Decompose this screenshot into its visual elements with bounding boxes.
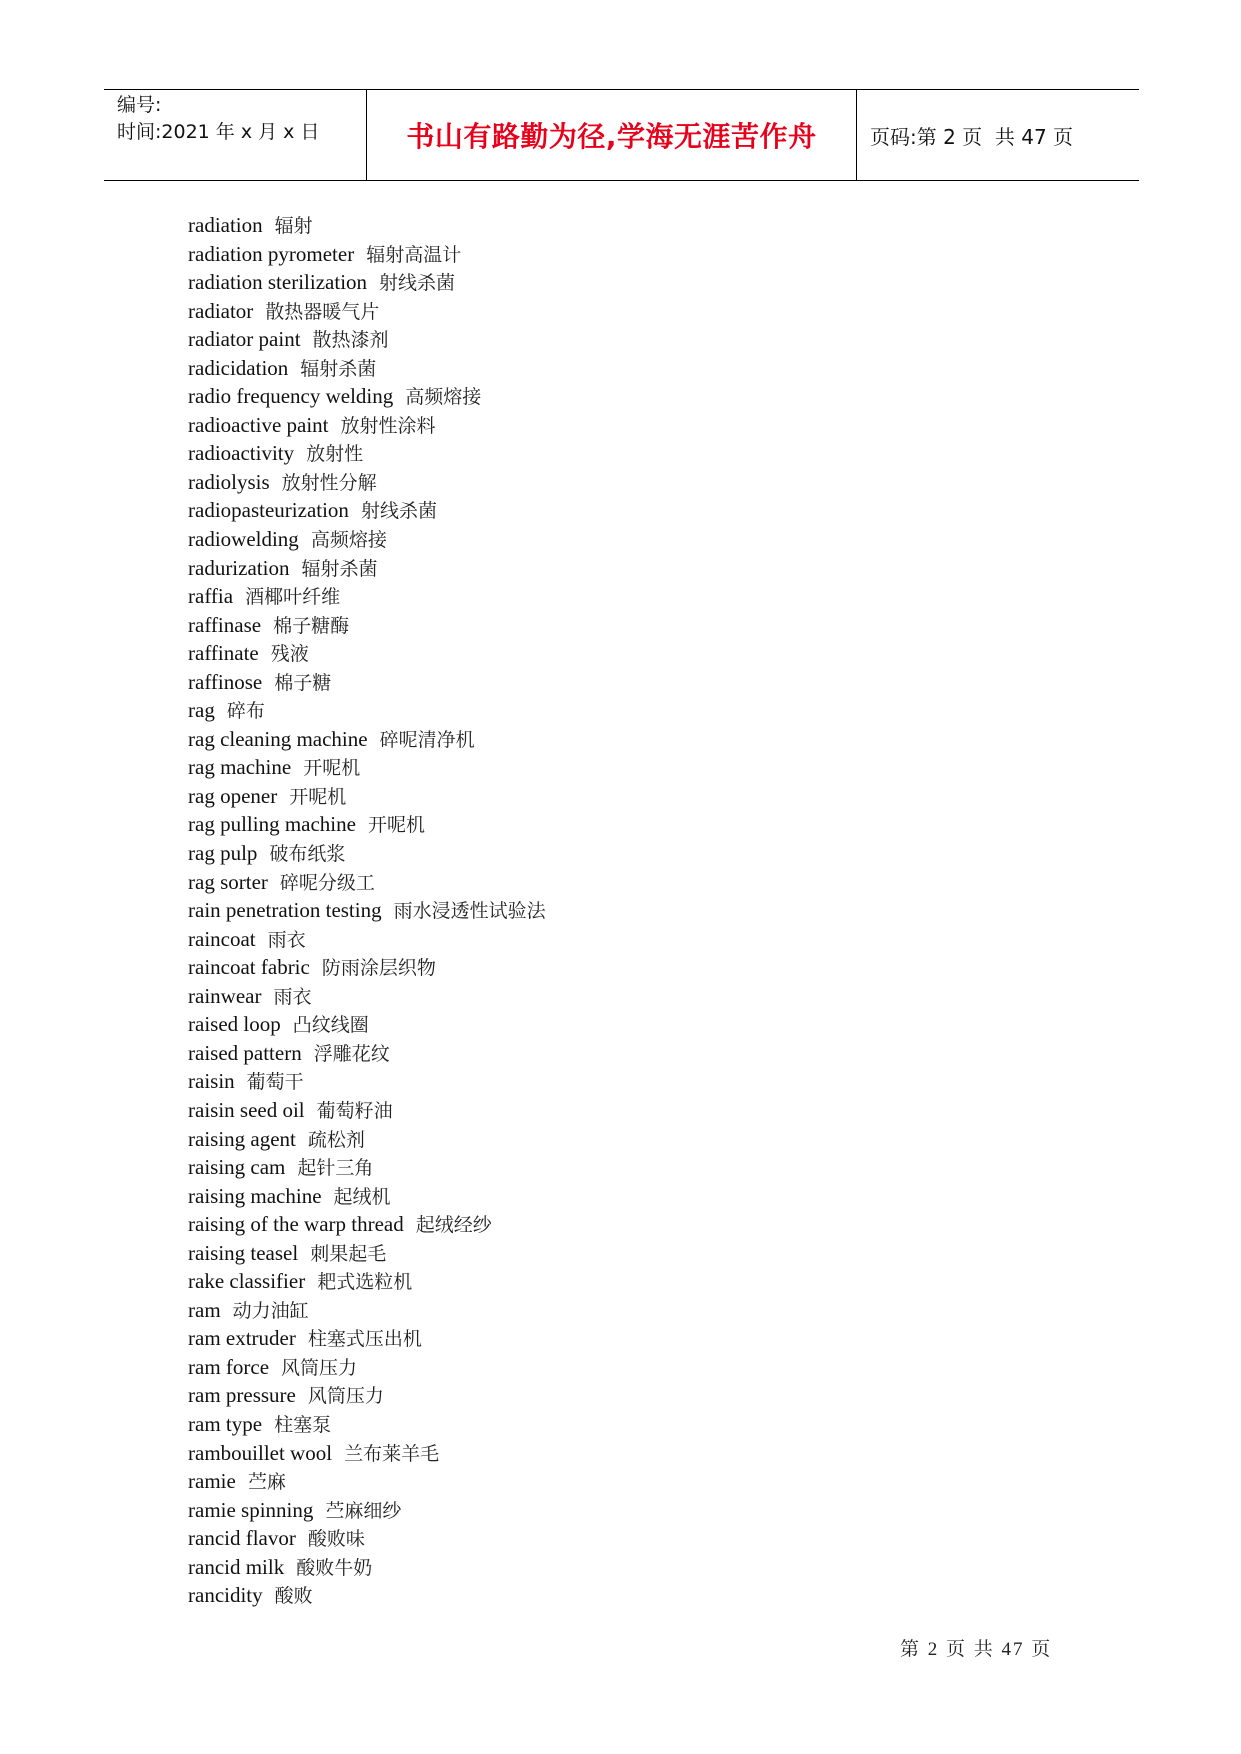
term-english: rag cleaning machine xyxy=(188,726,368,751)
term-english: raised pattern xyxy=(188,1040,302,1065)
term-chinese: 射线杀菌 xyxy=(379,272,456,295)
term-chinese: 散热漆剂 xyxy=(312,329,389,352)
term-english: rancid milk xyxy=(188,1554,285,1579)
term-english: radiation sterilization xyxy=(188,270,368,295)
term-english: radiator xyxy=(188,298,254,323)
term-chinese: 辐射高温计 xyxy=(366,243,462,266)
list-item xyxy=(188,1324,546,1353)
term-chinese: 刺果起毛 xyxy=(310,1242,387,1265)
list-item xyxy=(188,1296,546,1325)
list-item xyxy=(188,1210,546,1239)
term-english: raising machine xyxy=(188,1183,322,1208)
term-english: raffinate xyxy=(188,641,259,666)
list-item xyxy=(188,439,546,468)
term-chinese: 酸败味 xyxy=(307,1528,365,1551)
term-english: rainwear xyxy=(188,983,262,1008)
term-english: ram extruder xyxy=(188,1326,296,1351)
term-chinese: 雨衣 xyxy=(267,928,306,951)
term-english: rambouillet wool xyxy=(188,1440,333,1465)
term-chinese: 苎麻 xyxy=(247,1471,286,1494)
list-item xyxy=(188,868,546,897)
list-item xyxy=(188,1039,546,1068)
term-chinese: 放射性分解 xyxy=(281,471,377,494)
list-item xyxy=(188,211,546,240)
list-item xyxy=(188,668,546,697)
list-item xyxy=(188,496,546,525)
list-item xyxy=(188,268,546,297)
term-english: ram force xyxy=(188,1354,270,1379)
term-chinese: 起针三角 xyxy=(297,1157,374,1180)
term-english: raincoat xyxy=(188,926,256,951)
term-english: raised loop xyxy=(188,1012,281,1037)
list-item xyxy=(188,1467,546,1496)
term-chinese: 棉子糖酶 xyxy=(273,614,350,637)
list-item xyxy=(188,1581,546,1610)
list-item xyxy=(188,1410,546,1439)
term-chinese: 起绒经纱 xyxy=(415,1214,492,1237)
term-chinese: 放射性涂料 xyxy=(340,414,436,437)
number-label: 编号: xyxy=(117,94,162,116)
list-item xyxy=(188,297,546,326)
term-chinese: 耙式选粒机 xyxy=(317,1271,413,1294)
list-item xyxy=(188,468,546,497)
term-english: radioactive paint xyxy=(188,412,329,437)
term-english: rain penetration testing xyxy=(188,898,382,923)
term-english: raisin xyxy=(188,1069,235,1094)
term-chinese: 浮雕花纹 xyxy=(313,1042,390,1065)
term-chinese: 柱塞泵 xyxy=(274,1413,332,1436)
term-english: ramie xyxy=(188,1469,236,1494)
term-chinese: 碎布 xyxy=(226,700,265,723)
term-english: radurization xyxy=(188,555,290,580)
term-english: rancidity xyxy=(188,1583,263,1608)
list-item xyxy=(188,525,546,554)
list-item xyxy=(188,325,546,354)
term-english: rag sorter xyxy=(188,869,268,894)
term-chinese: 开呢机 xyxy=(303,757,361,780)
term-english: rag opener xyxy=(188,783,278,808)
term-chinese: 葡萄干 xyxy=(246,1071,304,1094)
term-english: rake classifier xyxy=(188,1269,306,1294)
term-english: radiator paint xyxy=(188,327,301,352)
term-chinese: 柱塞式压出机 xyxy=(307,1328,422,1351)
term-english: raffinase xyxy=(188,612,262,637)
term-chinese: 起绒机 xyxy=(333,1185,391,1208)
list-item xyxy=(188,782,546,811)
term-english: radiation pyrometer xyxy=(188,241,355,266)
term-english: raising agent xyxy=(188,1126,296,1151)
term-english: rag machine xyxy=(188,755,292,780)
glossary-list xyxy=(188,211,546,1610)
list-item xyxy=(188,925,546,954)
list-item xyxy=(188,1353,546,1382)
term-chinese: 辐射杀菌 xyxy=(300,357,377,380)
list-item xyxy=(188,1267,546,1296)
term-english: ram pressure xyxy=(188,1383,296,1408)
term-chinese: 开呢机 xyxy=(289,785,347,808)
term-chinese: 酸败 xyxy=(274,1585,313,1608)
list-item xyxy=(188,554,546,583)
term-chinese: 残液 xyxy=(270,643,309,666)
list-item xyxy=(188,639,546,668)
term-english: radiowelding xyxy=(188,527,299,552)
term-chinese: 开呢机 xyxy=(367,814,425,837)
header-motto: 书山有路勤为径,学海无涯苦作舟 xyxy=(367,90,857,180)
term-chinese: 凸纹线圈 xyxy=(292,1014,369,1037)
term-english: rancid flavor xyxy=(188,1526,296,1551)
term-english: rag pulling machine xyxy=(188,812,356,837)
term-chinese: 散热器暖气片 xyxy=(265,300,380,323)
term-english: ramie spinning xyxy=(188,1497,314,1522)
term-chinese: 风筒压力 xyxy=(307,1385,384,1408)
term-chinese: 破布纸浆 xyxy=(269,843,346,866)
list-item xyxy=(188,382,546,411)
list-item xyxy=(188,725,546,754)
term-english: radio frequency welding xyxy=(188,384,394,409)
list-item xyxy=(188,753,546,782)
list-item xyxy=(188,1239,546,1268)
header-meta xyxy=(104,90,367,180)
term-english: raffia xyxy=(188,584,234,609)
term-chinese: 高频熔接 xyxy=(405,386,482,409)
time-label: 时间:2021 年 x 月 x 日 xyxy=(117,121,320,143)
list-item xyxy=(188,953,546,982)
list-item xyxy=(188,411,546,440)
term-chinese: 风筒压力 xyxy=(281,1356,358,1379)
page-header xyxy=(104,89,1139,181)
term-chinese: 射线杀菌 xyxy=(360,500,437,523)
term-english: ram type xyxy=(188,1411,263,1436)
list-item xyxy=(188,582,546,611)
term-chinese: 碎呢清净机 xyxy=(379,728,475,751)
list-item xyxy=(188,611,546,640)
list-item xyxy=(188,1067,546,1096)
term-chinese: 高频熔接 xyxy=(310,529,387,552)
term-english: raising of the warp thread xyxy=(188,1212,404,1237)
term-english: raising cam xyxy=(188,1155,286,1180)
list-item xyxy=(188,1125,546,1154)
list-item xyxy=(188,982,546,1011)
term-english: radiopasteurization xyxy=(188,498,349,523)
term-chinese: 苎麻细纱 xyxy=(325,1499,402,1522)
term-english: raincoat fabric xyxy=(188,955,310,980)
term-english: radiation xyxy=(188,213,263,237)
term-chinese: 动力油缸 xyxy=(232,1299,309,1322)
term-chinese: 辐射 xyxy=(274,215,313,237)
term-english: raising teasel xyxy=(188,1240,299,1265)
term-english: radioactivity xyxy=(188,441,295,466)
term-chinese: 疏松剂 xyxy=(307,1128,365,1151)
term-english: rag xyxy=(188,698,215,723)
term-english: raffinose xyxy=(188,669,263,694)
list-item xyxy=(188,696,546,725)
list-item xyxy=(188,1096,546,1125)
list-item xyxy=(188,1381,546,1410)
term-chinese: 放射性 xyxy=(306,443,364,466)
list-item xyxy=(188,839,546,868)
term-chinese: 葡萄籽油 xyxy=(316,1099,393,1122)
term-chinese: 兰布莱羊毛 xyxy=(344,1442,440,1465)
list-item xyxy=(188,240,546,269)
term-english: ram xyxy=(188,1297,221,1322)
term-english: rag pulp xyxy=(188,841,258,866)
term-english: radicidation xyxy=(188,355,289,380)
header-page-info: 页码:第 2 页 共 47 页 xyxy=(870,124,1074,149)
list-item xyxy=(188,1010,546,1039)
term-chinese: 防雨涂层织物 xyxy=(321,957,436,980)
term-chinese: 酸败牛奶 xyxy=(296,1556,373,1579)
list-item xyxy=(188,1553,546,1582)
list-item xyxy=(188,896,546,925)
list-item xyxy=(188,1182,546,1211)
term-chinese: 雨水浸透性试验法 xyxy=(393,900,546,923)
list-item xyxy=(188,1496,546,1525)
list-item xyxy=(188,1439,546,1468)
list-item xyxy=(188,1524,546,1553)
page-footer: 第 2 页 共 47 页 xyxy=(900,1639,1053,1660)
term-english: raisin seed oil xyxy=(188,1097,305,1122)
term-chinese: 雨衣 xyxy=(273,985,312,1008)
term-chinese: 酒椰叶纤维 xyxy=(245,586,341,609)
list-item xyxy=(188,354,546,383)
term-chinese: 碎呢分级工 xyxy=(279,871,375,894)
list-item xyxy=(188,810,546,839)
list-item xyxy=(188,1153,546,1182)
term-english: radiolysis xyxy=(188,469,270,494)
term-chinese: 棉子糖 xyxy=(274,671,332,694)
term-chinese: 辐射杀菌 xyxy=(301,557,378,580)
